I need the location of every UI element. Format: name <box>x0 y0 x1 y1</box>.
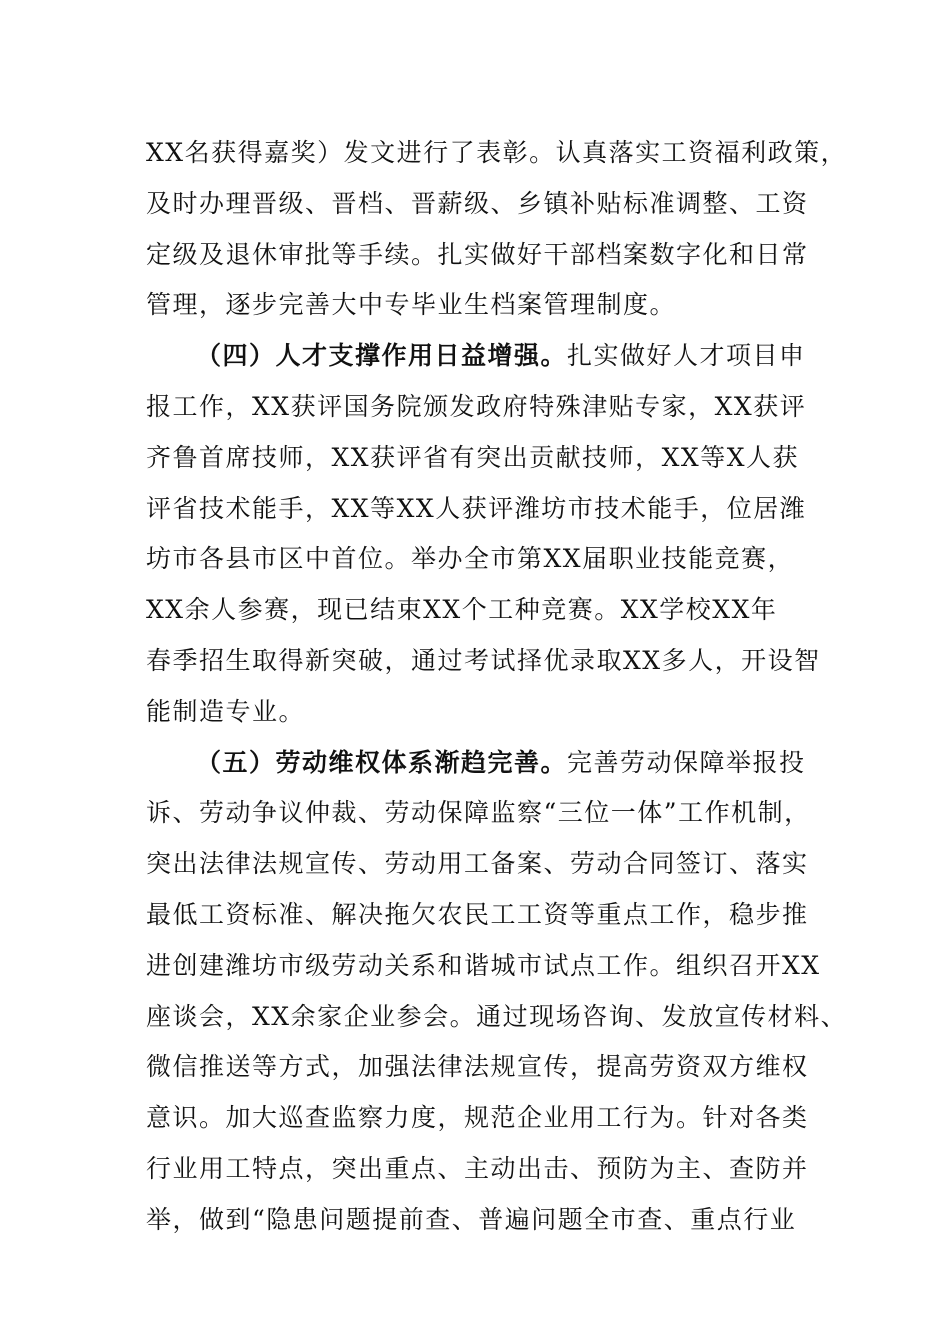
text-line: 最低工资标准、解决拖欠农民工工资等重点工作，稳步推 <box>146 899 809 929</box>
text-line: 管理，逐步完善大中专毕业生档案管理制度。 <box>146 290 677 320</box>
text-line: 微信推送等方式，加强法律法规宣传，提高劳资双方维权 <box>146 1052 809 1082</box>
text-line: 春季招生取得新突破，通过考试择优录取XX多人，开设智 <box>146 645 821 675</box>
text-line: 报工作，XX获评国务院颁发政府特殊津贴专家，XX获评 <box>146 391 807 421</box>
section-5-heading: （五）劳动维权体系渐趋完善。 <box>196 747 568 777</box>
text-line: 行业用工特点，突出重点、主动出击、预防为主、查防并 <box>146 1153 809 1183</box>
text-line: 定级及退休审批等手续。扎实做好干部档案数字化和日常 <box>146 239 809 269</box>
text-line: 座谈会，XX余家企业参会。通过现场咨询、发放宣传材料、 <box>146 1001 848 1031</box>
text-line: 进创建潍坊市级劳动关系和谐城市试点工作。组织召开XX <box>146 950 821 980</box>
section-4-heading: （四）人才支撑作用日益增强。 <box>196 341 568 371</box>
text-line: 评省技术能手，XX等XX人获评潍坊市技术能手，位居潍 <box>146 493 807 523</box>
text-line: 诉、劳动争议仲裁、劳动保障监察“三位一体”工作机制， <box>146 798 811 828</box>
document-body <box>146 128 848 1246</box>
text-line: 能制造专业。 <box>146 696 306 726</box>
text-line: 齐鲁首席技师，XX获评省有突出贡献技师，XX等X人获 <box>146 442 799 472</box>
section-4-first-line <box>146 331 816 382</box>
text-line: XX名获得嘉奖）发文进行了表彰。认真落实工资福利政策， <box>146 138 848 167</box>
text-line: XX余人参赛，现已结束XX个工种竞赛。XX学校XX年 <box>146 595 778 625</box>
text-line: 举，做到“隐患问题提前查、普遍问题全市查、重点行业 <box>146 1204 797 1234</box>
text-line: 意识。加大巡查监察力度，规范企业用工行为。针对各类 <box>146 1103 809 1133</box>
text-line: 及时办理晋级、晋档、晋薪级、乡镇补贴标准调整、工资 <box>146 188 809 218</box>
text-line: 坊市各县市区中首位。举办全市第XX届职业技能竞赛， <box>146 544 795 574</box>
section-5-text: 完善劳动保障举报投 <box>567 747 806 777</box>
section-4-text: 扎实做好人才项目申 <box>567 341 806 371</box>
text-line: 突出法律法规宣传、劳动用工备案、劳动合同签订、落实 <box>146 849 809 879</box>
section-5-first-line <box>146 738 816 789</box>
